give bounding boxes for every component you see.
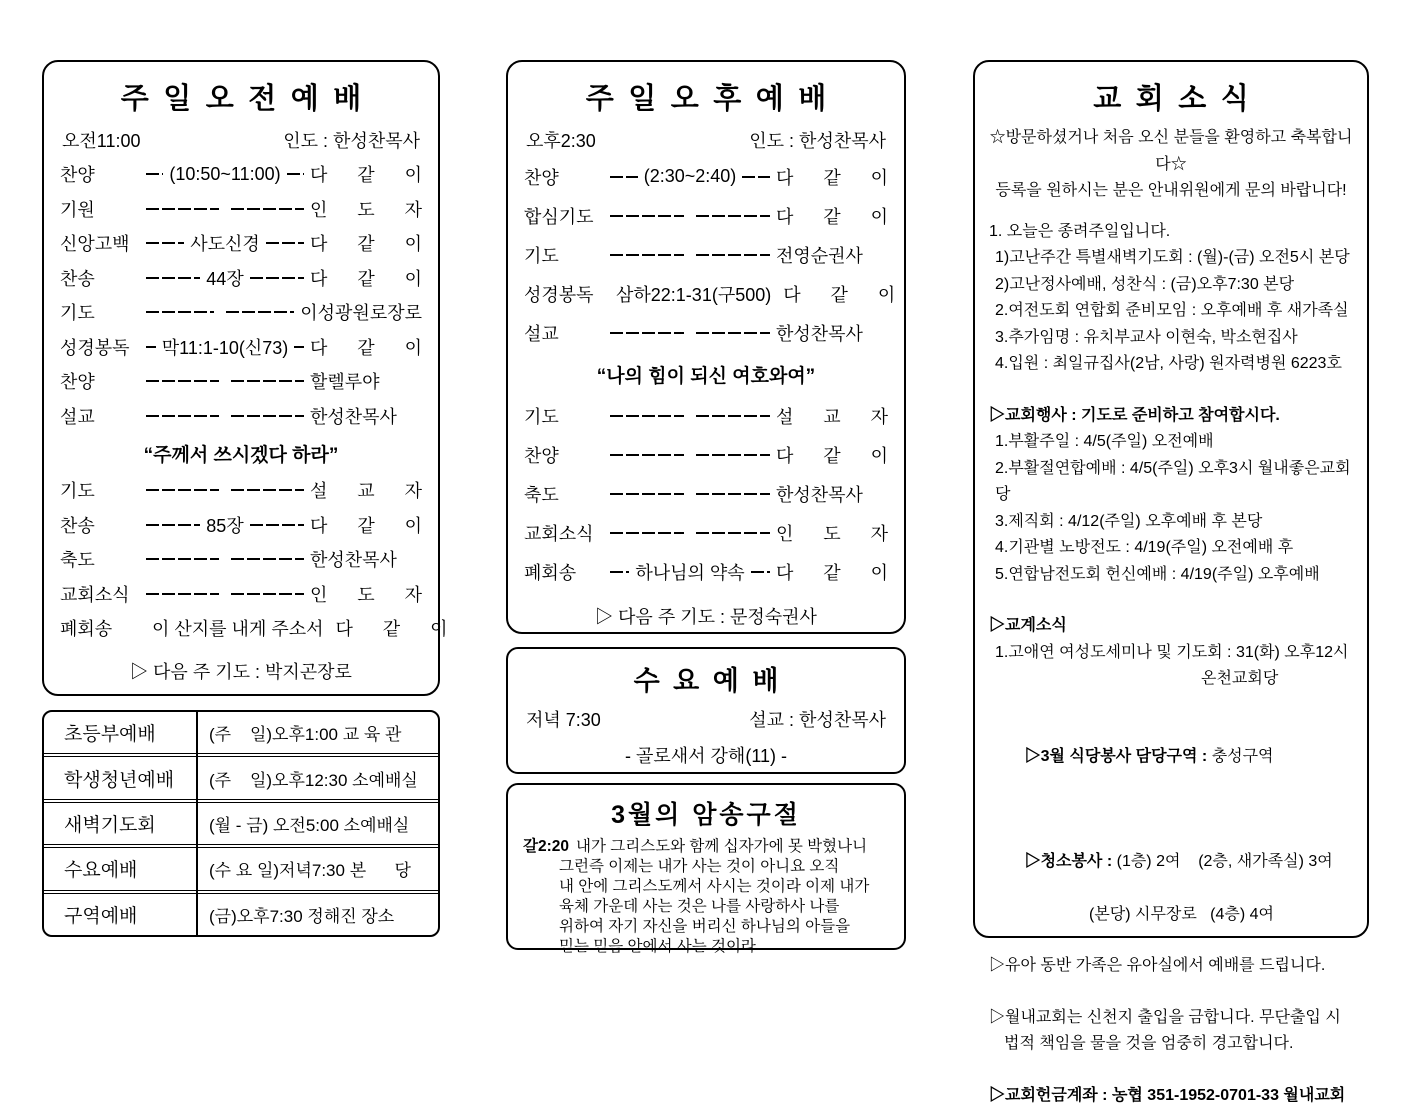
dash-line — [610, 571, 629, 573]
dash-line — [696, 532, 770, 534]
service-info: (수 요 일)저녁7:30 본 당 — [196, 856, 438, 881]
worship-order-line — [60, 542, 422, 577]
dash-line — [696, 332, 770, 334]
dash-line — [610, 332, 684, 334]
dash-line — [294, 346, 304, 348]
worship-order-line — [60, 157, 422, 192]
morning-time: 오전11:00 — [62, 127, 140, 153]
table-row — [44, 799, 438, 844]
order-detail: 44장 — [206, 265, 243, 291]
offering-account: ▷교회헌금계좌 : 농협 351-1952-0701-33 월내교회 — [989, 1083, 1353, 1109]
afternoon-worship-box — [506, 60, 906, 634]
dash-line — [231, 558, 304, 560]
order-person: 다 같 이 — [776, 559, 888, 585]
dash-line — [610, 215, 684, 217]
news-line: 2.부활절연합예배 : 4/5(주일) 오후3시 월내좋은교회당 — [989, 456, 1353, 509]
morning-worship-box — [42, 60, 440, 696]
order-detail: 막11:1-10(신73) — [162, 334, 289, 360]
worship-order-line — [60, 192, 422, 227]
order-person: 한성찬목사 — [776, 481, 888, 507]
order-person: 할렐루야 — [310, 368, 422, 394]
verse-line — [521, 837, 891, 857]
order-label: 설교 — [524, 320, 604, 346]
verse-line: 육체 가운데 사는 것은 나를 사랑하사 나를 — [521, 897, 891, 917]
afternoon-worship-header — [524, 127, 888, 153]
news-line: 5.연합남전도회 헌신예배 : 4/19(주일) 오후예배 — [989, 562, 1353, 589]
service-info: (주 일)오후12:30 소예배실 — [196, 766, 438, 791]
dash-line — [610, 176, 638, 178]
order-person: 한성찬목사 — [310, 403, 422, 429]
order-person: 다 같 이 — [776, 164, 888, 190]
worship-order-line — [60, 611, 422, 646]
section-header: ▷3월 식당봉사 담당구역 : — [1025, 748, 1212, 765]
worship-order-line — [60, 226, 422, 261]
verse-reference: 갈2:20 — [523, 838, 569, 855]
verse-text: 내가 그리스도와 함께 십자가에 못 박혔나니 — [576, 838, 867, 855]
verse-line: 믿는 믿음 안에서 사는 것이라 — [521, 937, 891, 957]
table-divider — [196, 712, 198, 935]
order-label: 기도 — [60, 299, 140, 325]
dash-line — [696, 415, 770, 417]
verse-line: 위하여 자기 자신을 버리신 하나님의 아들을 — [521, 917, 891, 937]
worship-order-line — [524, 552, 888, 591]
weekly-service-schedule-table — [42, 710, 440, 937]
dash-line — [146, 593, 219, 595]
dash-line — [146, 380, 219, 382]
order-label: 찬양 — [524, 442, 604, 468]
dining-value: 충성구역 — [1212, 748, 1274, 765]
dash-line — [146, 242, 184, 244]
dash-line — [146, 311, 214, 313]
service-info: (금)오후7:30 정해진 장소 — [196, 902, 438, 927]
morning-sermon-title: “주께서 쓰시겠다 하라” — [60, 433, 422, 473]
memory-verse-title: 3월의 암송구절 — [521, 795, 891, 831]
news-line: 1.부활주일 : 4/5(주일) 오전예배 — [989, 429, 1353, 456]
order-label: 기원 — [60, 196, 140, 222]
news-line — [989, 718, 1353, 798]
wednesday-worship-title: 수요예배 — [524, 659, 888, 698]
order-label: 찬양 — [524, 164, 604, 190]
order-person: 설 교 자 — [776, 403, 888, 429]
order-person: 설 교 자 — [310, 477, 422, 503]
news-line: 법적 책임을 물을 것을 엄중히 경고합니다. — [989, 1031, 1353, 1058]
verse-line: 내 안에 그리스도께서 사시는 것이라 이제 내가 — [521, 877, 891, 897]
service-info: (주 일)오후1:00 교 육 관 — [196, 720, 438, 745]
news-line: ▷유아 동반 가족은 유아실에서 예배를 드립니다. — [989, 953, 1353, 980]
dash-line — [146, 524, 200, 526]
order-person: 다 같 이 — [310, 512, 422, 538]
order-person: 다 같 이 — [776, 442, 888, 468]
worship-order-line — [524, 196, 888, 235]
order-label: 폐회송 — [524, 559, 604, 585]
order-label: 찬송 — [60, 265, 140, 291]
order-person: 인 도 자 — [310, 196, 422, 222]
section-header: ▷교회행사 : 기도로 준비하고 참여합시다. — [989, 403, 1353, 430]
dash-line — [610, 415, 684, 417]
afternoon-leader: 인도 : 한성찬목사 — [749, 127, 886, 153]
news-line: 1)고난주간 특별새벽기도회 : (월)-(금) 오전5시 본당 — [989, 245, 1353, 272]
worship-order-line — [60, 508, 422, 543]
dash-line — [231, 593, 304, 595]
news-line: 1.고애연 여성도세미나 및 기도회 : 31(화) 오후12시 — [989, 640, 1353, 667]
order-label: 신앙고백 — [60, 230, 140, 256]
order-label: 찬송 — [60, 512, 140, 538]
worship-order-line — [524, 513, 888, 552]
order-person: 다 같 이 — [776, 203, 888, 229]
news-line: 4.입원 : 최일규집사(2남, 사랑) 원자력병원 6223호 — [989, 351, 1353, 378]
dash-line — [146, 558, 219, 560]
church-news-title: 교회소식 — [989, 76, 1353, 117]
news-line: 4.기관별 노방전도 : 4/19(주일) 오전예배 후 — [989, 535, 1353, 562]
dash-line — [146, 277, 200, 279]
news-section-events — [989, 403, 1353, 589]
afternoon-worship-title: 주일오후예배 — [524, 76, 888, 117]
order-label: 기도 — [60, 477, 140, 503]
dash-line — [250, 524, 304, 526]
news-line: 2.여전도회 연합회 준비모임 : 오후예배 후 새가족실 — [989, 298, 1353, 325]
news-line — [989, 822, 1353, 902]
order-label: 성경봉독 — [60, 334, 140, 360]
dash-line — [231, 208, 304, 210]
afternoon-next-week-prayer: ▷ 다음 주 기도 : 문정숙권사 — [524, 603, 888, 629]
service-name: 새벽기도회 — [44, 810, 196, 837]
dash-line — [146, 489, 219, 491]
morning-worship-title: 주일오전예배 — [60, 76, 422, 117]
table-row — [44, 753, 438, 798]
order-label: 축도 — [524, 481, 604, 507]
order-person: 인 도 자 — [776, 520, 888, 546]
order-label: 축도 — [60, 546, 140, 572]
dash-line — [610, 532, 684, 534]
worship-order-line — [524, 157, 888, 196]
worship-order-line — [524, 274, 888, 313]
order-person: 한성찬목사 — [776, 320, 888, 346]
welcome-line: ☆방문하셨거나 처음 오신 분들을 환영하고 축복합니다☆ — [989, 125, 1353, 178]
worship-order-line — [60, 261, 422, 296]
order-detail: (2:30~2:40) — [644, 166, 737, 187]
order-label: 기도 — [524, 403, 604, 429]
cleaning-value: (1층) 2여 (2층, 새가족실) 3여 — [1117, 853, 1333, 870]
news-section-dining — [989, 718, 1353, 798]
worship-order-line — [524, 396, 888, 435]
dash-line — [146, 346, 156, 348]
order-detail: 하나님의 약속 — [635, 559, 744, 585]
section-header: ▷교계소식 — [989, 613, 1353, 640]
news-section-denomination — [989, 613, 1353, 693]
order-person: 다 같 이 — [310, 230, 422, 256]
news-line: (본당) 시무장로 (4층) 4여 — [989, 902, 1353, 929]
service-name: 학생청년예배 — [44, 765, 196, 792]
service-name: 구역예배 — [44, 901, 196, 928]
order-label: 교회소식 — [60, 581, 140, 607]
news-section-cleaning — [989, 822, 1353, 928]
dash-line — [146, 173, 163, 175]
order-label: 폐회송 — [60, 615, 140, 641]
news-section-today — [989, 219, 1353, 378]
news-line: ▷월내교회는 신천지 출입을 금합니다. 무단출입 시 — [989, 1005, 1353, 1032]
order-detail: 사도신경 — [190, 230, 260, 256]
worship-order-line — [60, 364, 422, 399]
dash-line — [146, 415, 219, 417]
dash-line — [231, 415, 304, 417]
table-row — [44, 844, 438, 889]
worship-order-line — [60, 295, 422, 330]
order-label: 찬양 — [60, 368, 140, 394]
dash-line — [146, 208, 219, 210]
order-detail: 이 산지를 내게 주소서 — [152, 615, 324, 641]
order-person: 전영순권사 — [776, 242, 888, 268]
table-row — [44, 890, 438, 935]
dash-line — [610, 454, 684, 456]
worship-order-line — [524, 474, 888, 513]
wednesday-worship-box — [506, 647, 906, 774]
order-label: 기도 — [524, 242, 604, 268]
order-person: 다 같 이 — [783, 281, 895, 307]
afternoon-sermon-title: “나의 힘이 되신 여호와여” — [524, 352, 888, 396]
dash-line — [742, 176, 770, 178]
order-person: 이성광원로장로 — [300, 299, 422, 325]
worship-order-line — [60, 473, 422, 508]
worship-order-line — [524, 313, 888, 352]
welcome-line: 등록을 원하시는 분은 안내위원에게 문의 바랍니다! — [989, 178, 1353, 205]
verse-line: 그런즉 이제는 내가 사는 것이 아니요 오직 — [521, 857, 891, 877]
order-detail: (10:50~11:00) — [169, 164, 280, 185]
afternoon-time: 오후2:30 — [526, 127, 596, 153]
dash-line — [266, 242, 304, 244]
worship-order-line — [60, 330, 422, 365]
service-name: 수요예배 — [44, 855, 196, 882]
order-detail: 삼하22:1-31(구500) — [616, 281, 771, 307]
worship-order-line — [60, 577, 422, 612]
dash-line — [610, 254, 684, 256]
order-label: 교회소식 — [524, 520, 604, 546]
morning-next-week-prayer: ▷ 다음 주 기도 : 박지곤장로 — [60, 658, 422, 684]
dash-line — [751, 571, 770, 573]
news-line: 3.추가임명 : 유치부교사 이현숙, 박소현집사 — [989, 325, 1353, 352]
news-line: 3.제직회 : 4/12(주일) 오후예배 후 본당 — [989, 509, 1353, 536]
order-person: 다 같 이 — [310, 161, 422, 187]
service-info: (월 - 금) 오전5:00 소예배실 — [196, 811, 438, 836]
dash-line — [226, 311, 294, 313]
order-label: 설교 — [60, 403, 140, 429]
order-label: 찬양 — [60, 161, 140, 187]
morning-worship-header — [60, 127, 422, 153]
dash-line — [696, 454, 770, 456]
wednesday-time: 저녁 7:30 — [526, 706, 601, 732]
order-label: 성경봉독 — [524, 281, 604, 307]
worship-order-line — [524, 435, 888, 474]
news-line: 1. 오늘은 종려주일입니다. — [989, 219, 1353, 246]
order-label: 합심기도 — [524, 203, 604, 229]
dash-line — [610, 493, 684, 495]
worship-order-line — [524, 235, 888, 274]
news-line: 온천교회당 — [989, 666, 1353, 693]
memory-verse-box — [506, 783, 906, 950]
church-news-box — [973, 60, 1369, 938]
dash-line — [696, 254, 770, 256]
dash-line — [287, 173, 304, 175]
dash-line — [250, 277, 304, 279]
news-line: 2)고난정사예배, 성찬식 : (금)오후7:30 본당 — [989, 272, 1353, 299]
dash-line — [231, 380, 304, 382]
news-section-infant — [989, 953, 1353, 980]
order-detail: 85장 — [206, 512, 243, 538]
order-person: 다 같 이 — [310, 334, 422, 360]
dash-line — [696, 493, 770, 495]
morning-leader: 인도 : 한성찬목사 — [283, 127, 420, 153]
worship-order-line — [60, 399, 422, 434]
wednesday-preacher: 설교 : 한성찬목사 — [749, 706, 886, 732]
news-section-account — [989, 1083, 1353, 1109]
service-name: 초등부예배 — [44, 719, 196, 746]
dash-line — [231, 489, 304, 491]
wednesday-sermon-series: - 골로새서 강해(11) - — [524, 742, 888, 768]
order-person: 다 같 이 — [336, 615, 448, 641]
section-header: ▷청소봉사 : — [1025, 853, 1117, 870]
order-person: 한성찬목사 — [310, 546, 422, 572]
table-row — [44, 712, 438, 753]
order-person: 인 도 자 — [310, 581, 422, 607]
wednesday-worship-header — [524, 706, 888, 732]
dash-line — [696, 215, 770, 217]
news-section-warning — [989, 1005, 1353, 1058]
order-person: 다 같 이 — [310, 265, 422, 291]
